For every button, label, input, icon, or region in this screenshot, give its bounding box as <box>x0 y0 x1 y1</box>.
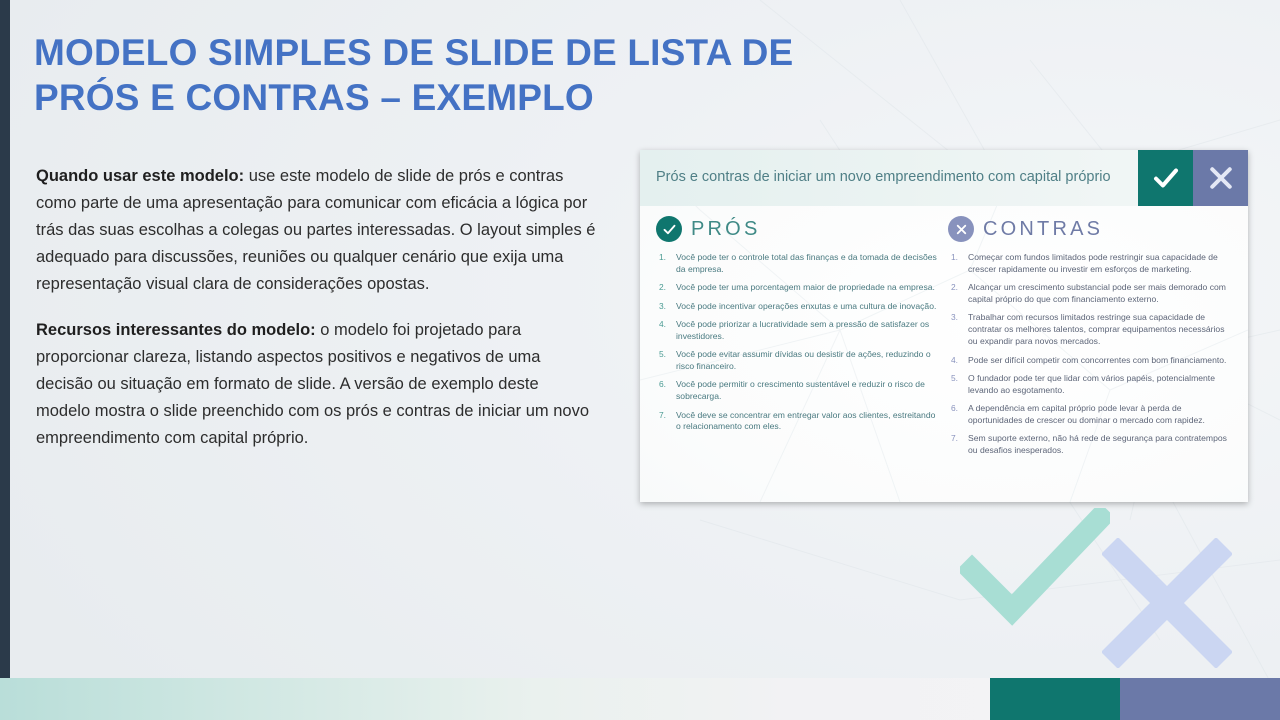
pros-list <box>656 252 938 433</box>
list-item: Pode ser difícil competir com concorrentes com bom financiamento. <box>968 354 1227 365</box>
paragraph-2-text: o modelo foi projetado para proporcionar clareza, listando aspectos positivos e negativos de uma decisão ou situação em formato de slide. A versão de exemplo deste modelo mostra o slide preenchido com os prós e contras de iniciar um novo empreendimento com capital próprio. <box>36 321 590 448</box>
paragraph-1-text: use este modelo de slide de prós e contras como parte de uma apresentação para comunicar com eficácia a lógica por trás das suas escolhas a colegas ou partes interessadas. O layout simples é adequado para discussões, reuniões ou qualquer cenário que exija uma representação visual clara de considerações opostas. <box>36 167 596 293</box>
x-circle-icon <box>948 216 974 242</box>
x-icon <box>1193 150 1248 206</box>
list-item: Você pode ter uma porcentagem maior de propriedade na empresa. <box>676 282 935 293</box>
paragraph-features <box>36 317 596 451</box>
paragraph-when-to-use <box>36 163 596 297</box>
check-mark-decoration <box>960 508 1110 628</box>
pros-heading: PRÓS <box>691 217 761 240</box>
list-item: Começar com fundos limitados pode restringir sua capacidade de crescer rapidamente ou investir em esforços de marketing. <box>968 252 1218 274</box>
paragraph-1-lead: Quando usar este modelo: <box>36 167 245 185</box>
slide-preview-thumbnail[interactable] <box>640 150 1248 502</box>
list-item: Você deve se concentrar em entregar valor aos clientes, estreitando o relacionamento com eles. <box>676 409 936 432</box>
list-item: Você pode permitir o crescimento sustentável e reduzir o risco de sobrecarga. <box>676 379 925 402</box>
preview-header <box>640 150 1248 206</box>
x-mark-decoration <box>1102 538 1232 668</box>
check-icon <box>1138 150 1193 206</box>
cons-column <box>948 216 1236 464</box>
page-title: MODELO SIMPLES DE SLIDE DE LISTA DE PRÓS E CONTRAS – EXEMPLO <box>34 32 794 119</box>
cons-list <box>948 252 1236 457</box>
list-item: Alcançar um crescimento substancial pode ser mais demorado com capital próprio do que com financiamento externo. <box>968 282 1226 305</box>
list-item: Trabalhar com recursos limitados restringe sua capacidade de contratar os melhores talentos, comprar equipamentos necessários ou expandir para novos mercados. <box>968 312 1225 347</box>
pros-column <box>656 216 938 440</box>
left-edge-strip <box>0 0 10 720</box>
bottom-accent-purple <box>1120 678 1280 720</box>
preview-header-title: Prós e contras de iniciar um novo empreendimento com capital próprio <box>656 169 1111 186</box>
bottom-accent-teal <box>990 678 1120 720</box>
list-item: Você pode evitar assumir dívidas ou desistir de ações, reduzindo o risco financeiro. <box>676 349 931 372</box>
list-item: A dependência em capital próprio pode levar à perda de oportunidades de crescer ou dominar o mercado com rapidez. <box>968 403 1205 425</box>
list-item: Você pode priorizar a lucratividade sem a pressão de satisfazer os investidores. <box>676 318 930 341</box>
slide-preview-inner <box>640 150 1248 502</box>
cons-heading: CONTRAS <box>983 217 1104 240</box>
list-item: Você pode incentivar operações enxutas e uma cultura de inovação. <box>676 300 937 311</box>
list-item: Sem suporte externo, não há rede de segurança para contratempos ou desafios inesperados. <box>968 433 1227 456</box>
list-item: O fundador pode ter que lidar com vários papéis, potencialmente levando ao esgotamento. <box>968 372 1215 395</box>
list-item: Você pode ter o controle total das finanças e da tomada de decisões da empresa. <box>676 252 937 274</box>
pros-heading-row <box>656 216 938 242</box>
paragraph-2-lead: Recursos interessantes do modelo: <box>36 321 316 340</box>
cons-heading-row <box>948 216 1236 242</box>
body-copy <box>36 163 596 472</box>
check-circle-icon <box>656 216 682 242</box>
